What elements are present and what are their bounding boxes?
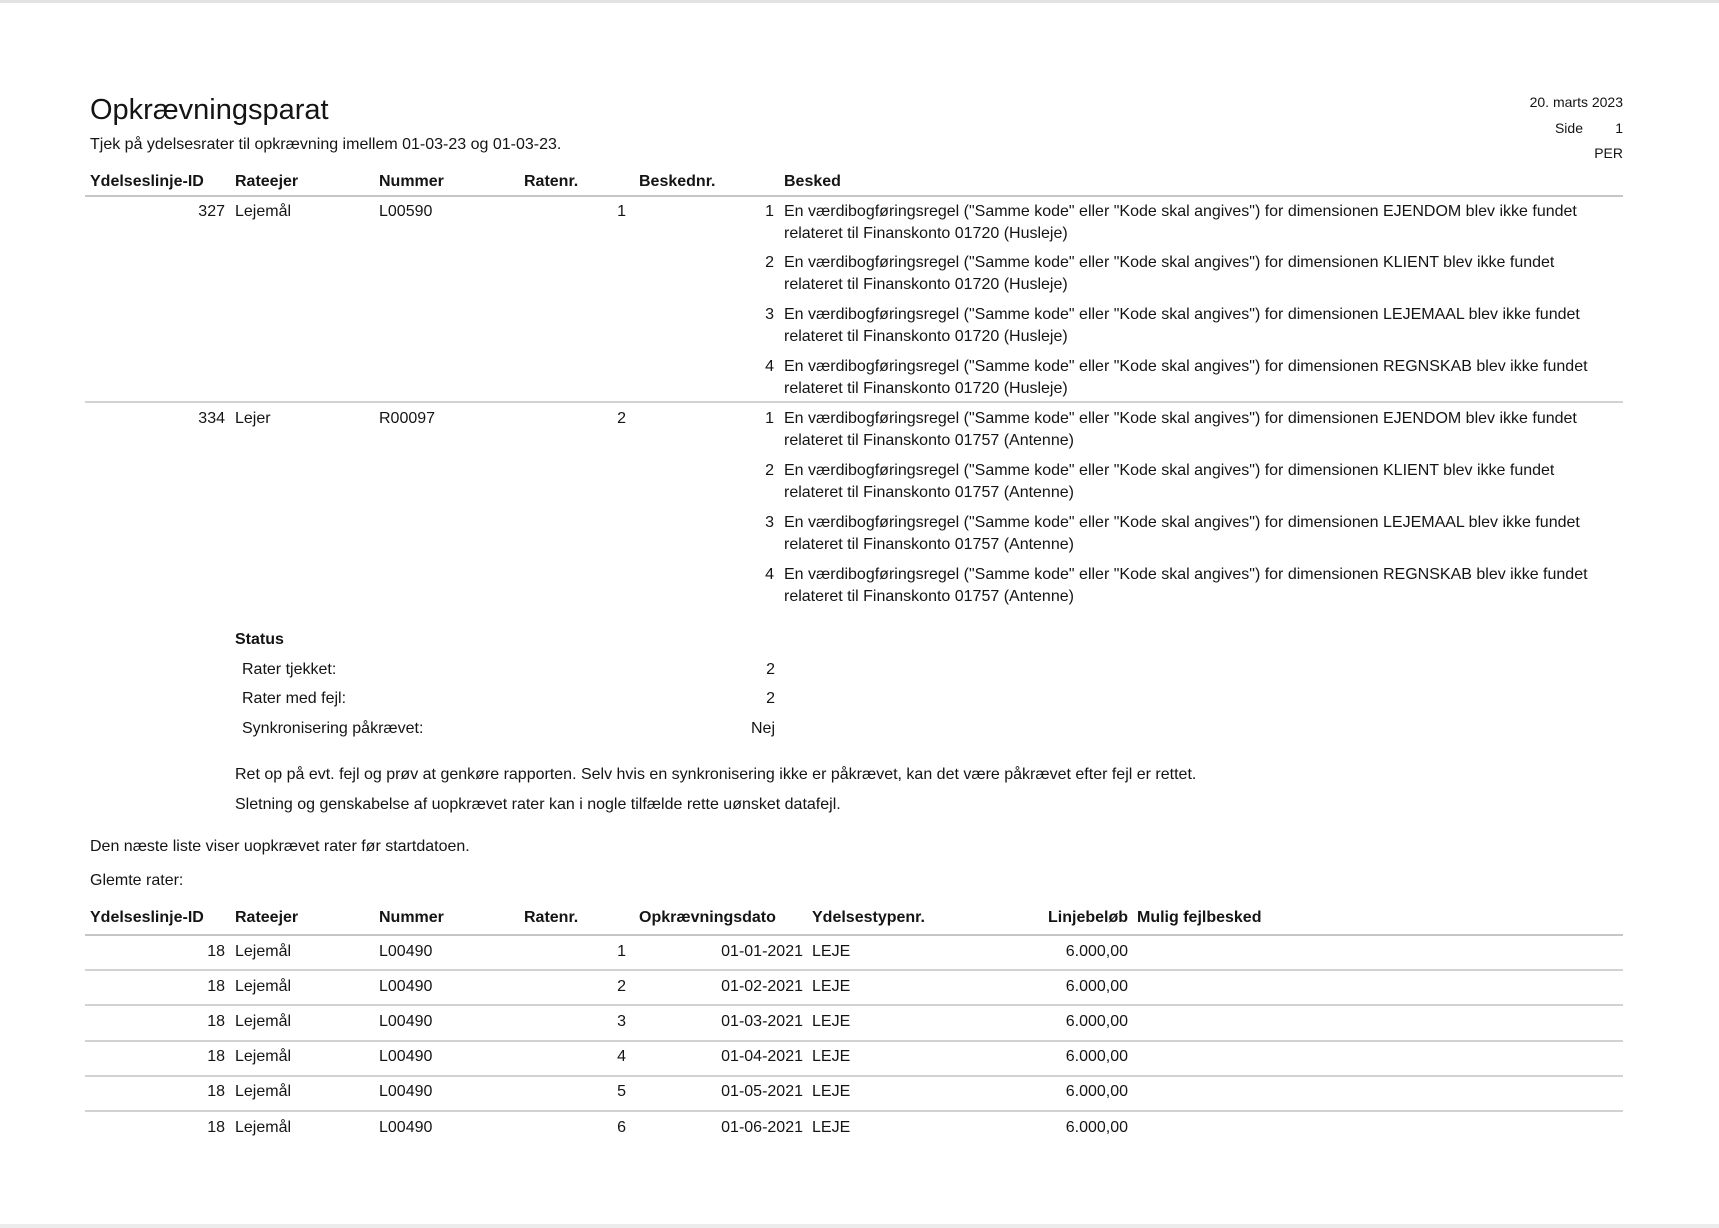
benefit-type: LEJE [812,1118,851,1136]
status-value: Nej [750,719,775,737]
message-row [639,304,1623,348]
rate-number: 3 [617,1012,626,1030]
status-value: 2 [766,690,775,708]
column-header-rate-number: Ratenr. [524,173,579,190]
message-text: En værdibogføringsregel ("Samme kode" eller "Kode skal angives") for dimensionen REGNSKAB blev ikke fundet relateret til Finanskonto 01720 (Husleje) [784,357,1588,397]
message-text: En værdibogføringsregel ("Samme kode" eller "Kode skal angives") for dimensionen LEJEMAAL blev ikke fundet relateret til Finanskonto 01720 (Husleje) [784,306,1580,346]
error-group [85,197,1623,403]
message-row [639,201,1623,245]
benefit-type: LEJE [812,1012,851,1030]
rate-owner: Lejemål [235,942,292,960]
line-id: 18 [207,1048,225,1066]
rate-number: 6 [617,1118,626,1136]
owner-number: L00490 [379,942,433,960]
rate-owner: Lejer [235,410,271,428]
message-number: 3 [765,513,774,531]
status-row-sync-required [242,718,775,740]
column-header-owner: Rateejer [235,173,299,190]
page-number: 1 [1615,120,1623,136]
status-notes [235,764,1196,816]
rate-owner: Lejemål [235,977,292,995]
column-header-rate-number: Ratenr. [524,908,579,926]
line-id: 18 [207,1012,225,1030]
status-value: 2 [766,660,775,678]
errors-table-header [85,171,1623,197]
error-message-cell [1137,976,1623,1005]
message-text: En værdibogføringsregel ("Samme kode" eller "Kode skal angives") for dimensionen EJENDOM blev ikke fundet relateret til Finanskonto 01757 (Antenne) [784,410,1577,450]
line-amount: 6.000,00 [1065,977,1128,995]
report-date: 20. marts 2023 [1529,94,1623,110]
error-message-cell [1137,1081,1623,1110]
line-id: 327 [198,202,225,220]
message-number: 1 [765,410,774,428]
owner-number: L00490 [379,1012,433,1030]
error-message-cell [1137,1011,1623,1040]
message-number: 4 [765,357,774,375]
forgotten-table-header [85,907,1623,936]
table-row [85,1112,1623,1147]
column-header-error-message: Mulig fejlbesked [1137,908,1262,926]
page-indicator [1555,119,1623,137]
collection-date: 01-03-2021 [721,1012,803,1030]
rate-owner: Lejemål [235,1083,292,1101]
benefit-type: LEJE [812,977,851,995]
table-row [85,1006,1623,1041]
column-header-benefit-type: Ydelsestypenr. [812,908,925,926]
column-header-message: Besked [784,173,841,190]
error-group [85,403,1623,607]
line-id: 334 [198,410,225,428]
line-id: 18 [207,977,225,995]
rate-owner: Lejemål [235,1012,292,1030]
table-row [85,1042,1623,1077]
rate-owner: Lejemål [235,1118,292,1136]
message-number: 4 [765,565,774,583]
message-text: En værdibogføringsregel ("Samme kode" eller "Kode skal angives") for dimensionen REGNSKAB blev ikke fundet relateret til Finanskonto 01757 (Antenne) [784,565,1588,605]
message-number: 3 [765,306,774,324]
benefit-type: LEJE [812,942,851,960]
errors-table [85,171,1623,608]
status-label: Rater med fejl: [242,690,347,708]
error-message-cell [1137,941,1623,970]
error-message-cell [1137,1117,1623,1148]
line-amount: 6.000,00 [1065,1083,1128,1101]
collection-date: 01-01-2021 [721,942,803,960]
column-header-line-id: Ydelseslinje-ID [90,173,204,190]
column-header-number: Nummer [379,908,444,926]
status-heading: Status [235,631,284,648]
column-header-amount: Linjebeløb [1048,908,1128,926]
status-row-rates-with-errors [242,688,775,710]
owner-number: L00490 [379,1083,433,1101]
rate-number: 5 [617,1083,626,1101]
line-amount: 6.000,00 [1065,942,1128,960]
benefit-type: LEJE [812,1083,851,1101]
forgotten-rates-intro: Den næste liste viser uopkrævet rater før startdatoen. [90,838,470,856]
message-number: 1 [765,202,774,220]
report-subtitle: Tjek på ydelsesrater til opkrævning imellem 01-03-23 og 01-03-23. [90,136,562,153]
message-row [639,564,1623,608]
message-row [639,356,1623,400]
column-header-line-id: Ydelseslinje-ID [90,908,204,926]
rate-number: 2 [617,977,626,995]
column-header-number: Nummer [379,173,444,190]
owner-number: L00590 [379,202,433,220]
report-title: Opkrævningsparat [90,94,329,126]
message-row [639,408,1623,452]
column-header-message-number: Beskednr. [639,173,716,190]
collection-date: 01-05-2021 [721,1083,803,1101]
message-number: 2 [765,254,774,272]
forgotten-rates-table [85,907,1623,1148]
line-id: 18 [207,1083,225,1101]
forgotten-rates-label: Glemte rater: [90,872,184,890]
error-message-cell [1137,1046,1623,1075]
rate-number: 1 [617,202,626,220]
owner-number: R00097 [379,410,436,428]
line-id: 18 [207,942,225,960]
rate-number: 4 [617,1048,626,1066]
owner-number: L00490 [379,977,433,995]
message-text: En værdibogføringsregel ("Samme kode" eller "Kode skal angives") for dimensionen LEJEMAAL blev ikke fundet relateret til Finanskonto 01757 (Antenne) [784,513,1580,553]
collection-date: 01-06-2021 [721,1118,803,1136]
benefit-type: LEJE [812,1048,851,1066]
collection-date: 01-02-2021 [721,977,803,995]
message-row [639,512,1623,556]
status-note: Ret op på evt. fejl og prøv at genkøre rapporten. Selv hvis en synkronisering ikke er påkrævet, kan det være påkrævet efter fejl er rettet. [235,766,1197,783]
owner-number: L00490 [379,1118,433,1136]
rate-owner: Lejemål [235,202,292,220]
line-amount: 6.000,00 [1065,1118,1128,1136]
page-label: Side [1554,120,1583,136]
owner-number: L00490 [379,1048,433,1066]
rate-number: 2 [617,410,626,428]
column-header-collection-date: Opkrævningsdato [639,908,776,926]
table-row [85,1077,1623,1112]
line-amount: 6.000,00 [1065,1012,1128,1030]
status-row-rates-checked [242,659,775,681]
message-text: En værdibogføringsregel ("Samme kode" eller "Kode skal angives") for dimensionen KLIENT blev ikke fundet relateret til Finanskonto 01757 (Antenne) [784,462,1555,502]
column-header-owner: Rateejer [235,908,299,926]
page-bottom-edge [0,1224,1719,1228]
collection-date: 01-04-2021 [721,1048,803,1066]
page-top-edge [0,0,1719,3]
message-text: En værdibogføringsregel ("Samme kode" eller "Kode skal angives") for dimensionen KLIENT blev ikke fundet relateret til Finanskonto 01720 (Husleje) [784,254,1555,294]
rate-number: 1 [617,942,626,960]
message-list [639,201,1623,400]
message-list [639,408,1623,607]
line-amount: 6.000,00 [1065,1048,1128,1066]
status-label: Rater tjekket: [242,660,337,678]
table-row [85,971,1623,1006]
status-note: Sletning og genskabelse af uopkrævet rater kan i nogle tilfælde rette uønsket datafejl. [235,795,841,813]
status-section [235,629,775,748]
message-number: 2 [765,462,774,480]
message-row [639,252,1623,296]
message-text: En værdibogføringsregel ("Samme kode" eller "Kode skal angives") for dimensionen EJENDOM blev ikke fundet relateret til Finanskonto 01720 (Husleje) [784,202,1577,242]
rate-owner: Lejemål [235,1048,292,1066]
message-row [639,460,1623,504]
user-id: PER [1594,145,1623,161]
line-id: 18 [207,1118,225,1136]
table-row [85,936,1623,971]
status-label: Synkronisering påkrævet: [242,719,424,737]
